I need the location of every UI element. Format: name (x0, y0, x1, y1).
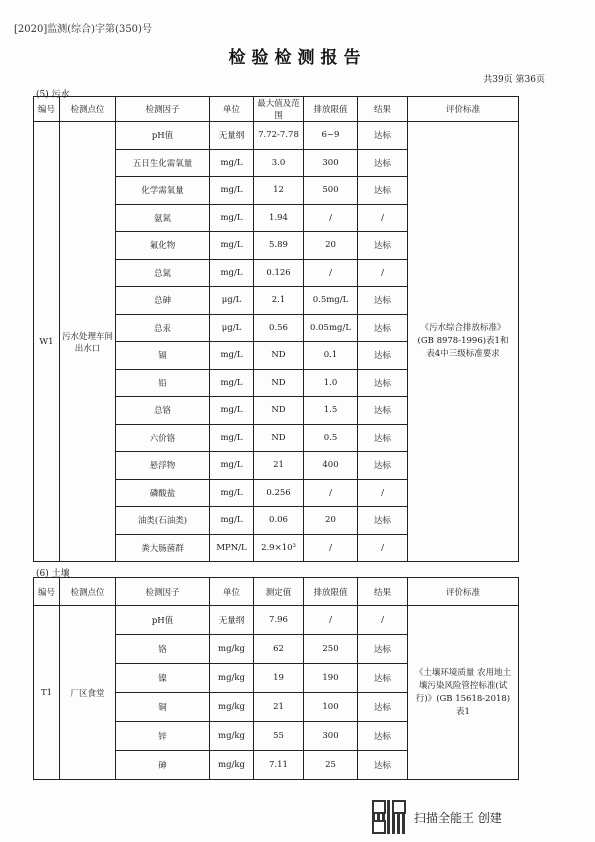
sewage-header-row (34, 97, 519, 122)
sewage-row (34, 122, 519, 150)
sewage-factor-cell: 悬浮物 (116, 452, 210, 480)
soil-limit-cell: 250 (304, 635, 358, 664)
soil-factor-cell: 铜 (116, 693, 210, 722)
sewage-limit-cell: 0.05mg/L (304, 314, 358, 342)
soil-limit-cell: 25 (304, 751, 358, 780)
sewage-factor-cell: 总砷 (116, 287, 210, 315)
col-header: 检测点位 (60, 97, 116, 122)
sewage-value-cell: 0.06 (254, 507, 304, 535)
col-header: 结果 (358, 97, 408, 122)
sewage-value-cell: 0.256 (254, 479, 304, 507)
sewage-unit-cell: MPN/L (210, 534, 254, 562)
soil-value-cell: 19 (254, 664, 304, 693)
sewage-standard-cell: 《污水综合排放标准》(GB 8978-1996)表1和表4中三级标准要求 (408, 122, 519, 562)
sewage-factor-cell: 氨氮 (116, 204, 210, 232)
sewage-value-cell: 12 (254, 177, 304, 205)
sewage-value-cell: 3.0 (254, 149, 304, 177)
scanner-watermark (372, 800, 502, 834)
soil-result-cell: 达标 (358, 751, 408, 780)
col-header: 测定值 (254, 578, 304, 606)
sewage-unit-cell: mg/L (210, 369, 254, 397)
sewage-value-cell: ND (254, 424, 304, 452)
sewage-limit-cell: 0.1 (304, 342, 358, 370)
sewage-unit-cell: μg/L (210, 287, 254, 315)
sewage-result-cell: 达标 (358, 452, 408, 480)
sewage-limit-cell: 500 (304, 177, 358, 205)
soil-limit-cell: 190 (304, 664, 358, 693)
sewage-value-cell: ND (254, 397, 304, 425)
sewage-limit-cell: / (304, 259, 358, 287)
sewage-unit-cell: mg/L (210, 452, 254, 480)
sewage-result-cell: 达标 (358, 314, 408, 342)
sewage-limit-cell: / (304, 204, 358, 232)
sewage-result-cell: 达标 (358, 177, 408, 205)
section-soil-label: (6) 土壤 (36, 569, 70, 579)
soil-limit-cell: 300 (304, 722, 358, 751)
col-header: 排放限值 (304, 97, 358, 122)
soil-factor-cell: 砷 (116, 751, 210, 780)
sewage-location-cell: 污水处理车间出水口 (60, 122, 116, 562)
sewage-factor-cell: 五日生化需氧量 (116, 149, 210, 177)
sewage-value-cell: ND (254, 369, 304, 397)
soil-result-cell: / (358, 606, 408, 635)
sewage-value-cell: 2.1 (254, 287, 304, 315)
sewage-result-cell: / (358, 259, 408, 287)
sewage-value-cell: 0.126 (254, 259, 304, 287)
sewage-limit-cell: 20 (304, 232, 358, 260)
col-header: 单位 (210, 97, 254, 122)
col-header: 编号 (34, 578, 60, 606)
sewage-limit-cell: 300 (304, 149, 358, 177)
section-sewage-label: (5) 污水 (36, 90, 70, 100)
sewage-value-cell: ND (254, 342, 304, 370)
sewage-unit-cell: mg/L (210, 424, 254, 452)
sewage-result-cell: 达标 (358, 149, 408, 177)
sewage-value-cell: 2.9×10³ (254, 534, 304, 562)
sewage-unit-cell: mg/L (210, 479, 254, 507)
soil-factor-cell: 铬 (116, 635, 210, 664)
sewage-unit-cell: μg/L (210, 314, 254, 342)
col-header: 评价标准 (408, 97, 519, 122)
sewage-limit-cell: 0.5 (304, 424, 358, 452)
sewage-unit-cell: mg/L (210, 397, 254, 425)
col-header: 排放限值 (304, 578, 358, 606)
soil-unit-cell: mg/kg (210, 664, 254, 693)
soil-value-cell: 7.96 (254, 606, 304, 635)
col-header: 结果 (358, 578, 408, 606)
sewage-result-cell: 达标 (358, 232, 408, 260)
sewage-factor-cell: 六价铬 (116, 424, 210, 452)
soil-factor-cell: pH值 (116, 606, 210, 635)
sewage-result-cell: / (358, 479, 408, 507)
soil-unit-cell: mg/kg (210, 751, 254, 780)
sewage-value-cell: 21 (254, 452, 304, 480)
sewage-limit-cell: 0.5mg/L (304, 287, 358, 315)
col-header: 单位 (210, 578, 254, 606)
sewage-factor-cell: 粪大肠菌群 (116, 534, 210, 562)
sewage-factor-cell: 镉 (116, 342, 210, 370)
sewage-unit-cell: mg/L (210, 342, 254, 370)
page-info: 共39页 第36页 (483, 75, 545, 85)
sewage-factor-cell: 总汞 (116, 314, 210, 342)
sewage-unit-cell: mg/L (210, 259, 254, 287)
soil-unit-cell: 无量纲 (210, 606, 254, 635)
sewage-result-cell: 达标 (358, 122, 408, 150)
soil-result-cell: 达标 (358, 693, 408, 722)
sewage-factor-cell: 化学需氧量 (116, 177, 210, 205)
soil-standard-cell: 《土壤环境质量 农用地土壤污染风险管控标准(试行)》(GB 15618-2018)表1 (408, 606, 519, 780)
sewage-unit-cell: mg/L (210, 232, 254, 260)
sewage-limit-cell: 1.5 (304, 397, 358, 425)
col-header: 检测因子 (116, 578, 210, 606)
sewage-factor-cell: pH值 (116, 122, 210, 150)
sewage-factor-cell: 氟化物 (116, 232, 210, 260)
sewage-factor-cell: 总氮 (116, 259, 210, 287)
soil-table (33, 577, 519, 780)
sewage-factor-cell: 总铬 (116, 397, 210, 425)
document-number: [2020]监测(综合)字第(350)号 (14, 24, 152, 35)
soil-result-cell: 达标 (358, 664, 408, 693)
sewage-limit-cell: 20 (304, 507, 358, 535)
sewage-value-cell: 1.94 (254, 204, 304, 232)
sewage-result-cell: 达标 (358, 507, 408, 535)
sewage-id-cell: W1 (34, 122, 60, 562)
sewage-result-cell: 达标 (358, 342, 408, 370)
soil-location-cell: 厂区食堂 (60, 606, 116, 780)
sewage-limit-cell: 1.0 (304, 369, 358, 397)
sewage-limit-cell: 6~9 (304, 122, 358, 150)
col-header: 编号 (34, 97, 60, 122)
sewage-unit-cell: mg/L (210, 204, 254, 232)
soil-limit-cell: 100 (304, 693, 358, 722)
soil-value-cell: 7.11 (254, 751, 304, 780)
page-title: 检验检测报告 (228, 48, 367, 68)
col-header: 检测点位 (60, 578, 116, 606)
sewage-table (33, 96, 519, 562)
sewage-factor-cell: 磷酸盐 (116, 479, 210, 507)
sewage-result-cell: 达标 (358, 424, 408, 452)
sewage-value-cell: 5.89 (254, 232, 304, 260)
soil-result-cell: 达标 (358, 635, 408, 664)
sewage-value-cell: 7.72-7.78 (254, 122, 304, 150)
sewage-unit-cell: mg/L (210, 149, 254, 177)
soil-id-cell: T1 (34, 606, 60, 780)
sewage-result-cell: / (358, 534, 408, 562)
sewage-result-cell: 达标 (358, 369, 408, 397)
sewage-value-cell: 0.56 (254, 314, 304, 342)
sewage-factor-cell: 油类(石油类) (116, 507, 210, 535)
sewage-unit-cell: mg/L (210, 177, 254, 205)
soil-row (34, 606, 519, 635)
col-header: 评价标准 (408, 578, 519, 606)
soil-unit-cell: mg/kg (210, 693, 254, 722)
soil-value-cell: 21 (254, 693, 304, 722)
soil-factor-cell: 锌 (116, 722, 210, 751)
soil-unit-cell: mg/kg (210, 722, 254, 751)
col-header: 检测因子 (116, 97, 210, 122)
sewage-limit-cell: / (304, 479, 358, 507)
sewage-limit-cell: 400 (304, 452, 358, 480)
sewage-result-cell: / (358, 204, 408, 232)
soil-unit-cell: mg/kg (210, 635, 254, 664)
soil-limit-cell: / (304, 606, 358, 635)
soil-value-cell: 55 (254, 722, 304, 751)
sewage-factor-cell: 铅 (116, 369, 210, 397)
col-header: 最大值及范围 (254, 97, 304, 122)
scan-credit: 扫描全能王 创建 (414, 810, 502, 825)
sewage-unit-cell: 无量纲 (210, 122, 254, 150)
soil-header-row (34, 578, 519, 606)
soil-factor-cell: 镍 (116, 664, 210, 693)
qr-code-icon (372, 800, 406, 834)
sewage-limit-cell: / (304, 534, 358, 562)
sewage-result-cell: 达标 (358, 397, 408, 425)
sewage-result-cell: 达标 (358, 287, 408, 315)
sewage-unit-cell: mg/L (210, 507, 254, 535)
soil-value-cell: 62 (254, 635, 304, 664)
soil-result-cell: 达标 (358, 722, 408, 751)
